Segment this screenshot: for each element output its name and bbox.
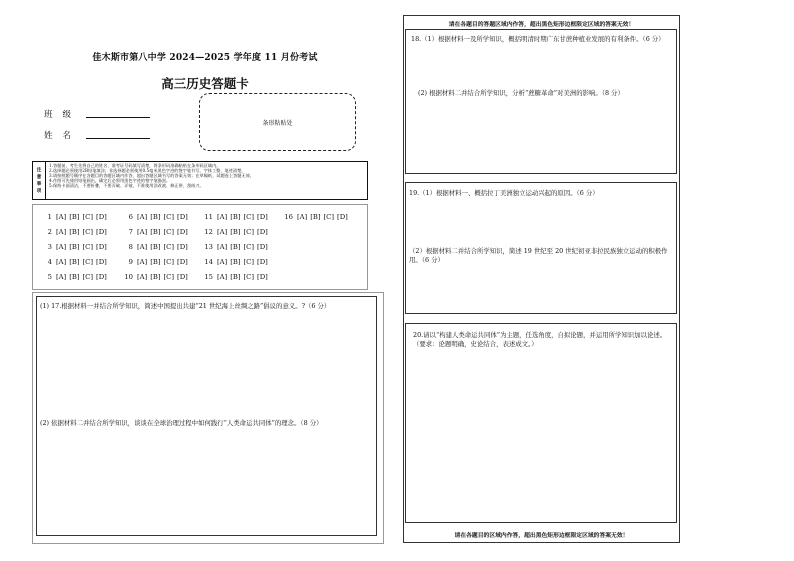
notes-body	[46, 162, 367, 199]
choice-bubble-d[interactable]: [D]	[177, 273, 188, 281]
question-19-part-2: （2）根据材料二并结合所学知识，简述 19 世纪至 20 世纪初亚非拉民族独立运动的积极作用。（6 分）	[409, 247, 668, 264]
choice-bubble-a[interactable]: [A]	[297, 213, 308, 221]
choice-row-1	[42, 213, 110, 221]
choice-bubble-d[interactable]: [D]	[96, 273, 107, 281]
class-label: 班级	[44, 110, 82, 120]
choice-bubble-b[interactable]: [B]	[230, 258, 241, 266]
choice-bubble-a[interactable]: [A]	[137, 213, 148, 221]
note-line: 5.保持卡面清洁，不要折叠，不要弄破、弄皱，不准使用涂改液、修正带、刮纸刀。	[49, 183, 204, 189]
question-number: 14	[204, 258, 213, 266]
choice-bubble-b[interactable]: [B]	[69, 213, 80, 221]
choice-bubble-d[interactable]: [D]	[337, 213, 348, 221]
choice-bubble-a[interactable]: [A]	[217, 273, 228, 281]
notes-heading-text: 注意事项	[36, 167, 42, 194]
choice-row-2	[42, 228, 110, 236]
question-20-prompt: 20.请以“构建人类命运共同体”为主题，任选角度，自拟论题，并运用所学知识加以论述。（要求：论题明确，史论结合，表述成文。）	[413, 331, 667, 348]
choice-bubble-a[interactable]: [A]	[217, 258, 228, 266]
barcode-area	[199, 93, 356, 151]
choice-bubble-c[interactable]: [C]	[323, 213, 335, 221]
choice-bubble-c[interactable]: [C]	[163, 228, 175, 236]
choice-bubble-b[interactable]: [B]	[310, 213, 321, 221]
question-number: 7	[128, 228, 133, 236]
choice-bubble-d[interactable]: [D]	[177, 213, 188, 221]
choice-bubble-b[interactable]: [B]	[69, 243, 80, 251]
question-18-part-2: (2) 根据材料二并结合所学知识，分析“蔗糖革命”对美洲的影响。（8 分）	[418, 89, 624, 97]
question-number: 15	[204, 273, 213, 281]
choice-bubble-b[interactable]: [B]	[150, 213, 161, 221]
choice-bubble-a[interactable]: [A]	[56, 258, 67, 266]
choice-bubble-d[interactable]: [D]	[96, 228, 107, 236]
choice-bubble-c[interactable]: [C]	[243, 273, 255, 281]
choice-bubble-a[interactable]: [A]	[217, 213, 228, 221]
choice-bubble-b[interactable]: [B]	[230, 213, 241, 221]
choice-bubble-b[interactable]: [B]	[69, 258, 80, 266]
choice-row-16	[283, 213, 351, 221]
choice-bubble-b[interactable]: [B]	[150, 243, 161, 251]
question-number: 2	[47, 228, 52, 236]
choice-bubble-d[interactable]: [D]	[177, 258, 188, 266]
choice-bubble-d[interactable]: [D]	[177, 228, 188, 236]
choice-bubble-c[interactable]: [C]	[163, 273, 175, 281]
question-number: 13	[204, 243, 213, 251]
choice-bubble-c[interactable]: [C]	[243, 228, 255, 236]
choice-bubble-c[interactable]: [C]	[82, 213, 94, 221]
choice-bubble-d[interactable]: [D]	[96, 213, 107, 221]
choice-bubble-d[interactable]: [D]	[177, 243, 188, 251]
choice-bubble-c[interactable]: [C]	[82, 258, 94, 266]
question-17-answer-area[interactable]	[36, 296, 377, 536]
question-number: 6	[128, 213, 133, 221]
choice-bubble-a[interactable]: [A]	[56, 273, 67, 281]
choice-row-8	[123, 243, 191, 251]
barcode-label: 条形粘贴处	[262, 119, 293, 127]
choice-bubble-b[interactable]: [B]	[69, 228, 80, 236]
bottom-warning-banner: 请在各题目的区域内作答，超出黑色矩形边框限定区域的答案无效！	[454, 533, 629, 539]
question-number: 10	[124, 273, 133, 281]
question-number: 12	[204, 228, 213, 236]
choice-row-4	[42, 258, 110, 266]
notes-heading	[33, 162, 46, 199]
choice-bubble-d[interactable]: [D]	[257, 213, 268, 221]
note-line: 3.请按照题号顺序在各题目的答题区域内作答，超出答题区域书写的答案无效；在草稿纸、试题卷上答题无效。	[49, 173, 254, 179]
choice-bubble-d[interactable]: [D]	[96, 258, 107, 266]
choice-row-10	[123, 273, 191, 281]
choice-bubble-b[interactable]: [B]	[230, 243, 241, 251]
choice-row-7	[123, 228, 191, 236]
question-number: 4	[47, 258, 52, 266]
choice-bubble-c[interactable]: [C]	[82, 228, 94, 236]
choice-bubble-d[interactable]: [D]	[257, 228, 268, 236]
question-number: 3	[47, 243, 52, 251]
choice-bubble-c[interactable]: [C]	[82, 243, 94, 251]
question-number: 11	[204, 213, 213, 221]
answer-sheet-title: 高三历史答题卡	[161, 76, 249, 91]
choice-row-13	[203, 243, 271, 251]
choice-row-6	[123, 213, 191, 221]
choice-bubble-a[interactable]: [A]	[217, 228, 228, 236]
question-number: 5	[47, 273, 52, 281]
choice-bubble-a[interactable]: [A]	[137, 243, 148, 251]
question-number: 1	[47, 213, 52, 221]
choice-bubble-d[interactable]: [D]	[96, 243, 107, 251]
question-19-part-1: 19.（1）根据材料一、概括拉丁美洲独立运动兴起的原因。（6 分）	[409, 189, 599, 197]
choice-bubble-d[interactable]: [D]	[257, 243, 268, 251]
choice-bubble-c[interactable]: [C]	[243, 258, 255, 266]
choice-bubble-b[interactable]: [B]	[230, 273, 241, 281]
choice-bubble-d[interactable]: [D]	[257, 258, 268, 266]
choice-bubble-a[interactable]: [A]	[56, 243, 67, 251]
choice-bubble-c[interactable]: [C]	[163, 243, 175, 251]
choice-bubble-a[interactable]: [A]	[137, 258, 148, 266]
choice-bubble-a[interactable]: [A]	[56, 228, 67, 236]
choice-row-9	[123, 258, 191, 266]
choice-bubble-a[interactable]: [A]	[56, 213, 67, 221]
notes-box	[32, 161, 368, 200]
name-label: 姓名	[44, 131, 82, 141]
choice-bubble-b[interactable]: [B]	[150, 273, 161, 281]
choice-bubble-b[interactable]: [B]	[150, 258, 161, 266]
choice-bubble-c[interactable]: [C]	[243, 243, 255, 251]
choice-row-3	[42, 243, 110, 251]
question-number: 8	[128, 243, 133, 251]
choice-bubble-c[interactable]: [C]	[82, 273, 94, 281]
question-18-part-1: 18.（1）根据材料一及所学知识，概括明清时期广东甘蔗种植业发展的有利条件。（6 分）	[411, 35, 665, 43]
note-line: 1.答题前，考生先将自己的姓名、准考证号码填写清楚，将条形码准确粘贴在条形码区域内。	[49, 163, 221, 168]
question-17-part-1: (1) 17.根据材料一并结合所学知识，简述中国提出共建“21 世纪海上丝绸之路”倡议的意义。?（6 分）	[40, 302, 331, 310]
choice-bubble-c[interactable]: [C]	[243, 213, 255, 221]
choice-bubble-b[interactable]: [B]	[150, 228, 161, 236]
note-line: 4.作图可先使用铅笔画出，确定后必须用黑色字迹的签字笔描黑。	[49, 178, 171, 184]
name-field[interactable]	[86, 129, 150, 139]
choice-bubble-a[interactable]: [A]	[137, 228, 148, 236]
question-18-answer-area[interactable]	[405, 29, 677, 174]
question-number: 9	[128, 258, 133, 266]
choice-bubble-d[interactable]: [D]	[257, 273, 268, 281]
choice-row-5	[42, 273, 110, 281]
choice-bubble-c[interactable]: [C]	[163, 213, 175, 221]
question-number: 16	[284, 213, 293, 221]
choice-bubble-a[interactable]: [A]	[217, 243, 228, 251]
choice-row-11	[203, 213, 271, 221]
choice-bubble-a[interactable]: [A]	[137, 273, 148, 281]
question-17-part-2: (2) 依据材料二并结合所学知识，谈谈在全球治理过程中如何践行“人类命运共同体”的理念。（8 分）	[40, 419, 323, 427]
choice-bubble-c[interactable]: [C]	[163, 258, 175, 266]
top-warning-banner: 请在各题目的答题区域内作答，超出黑色矩形边框限定区域的答案无效！	[448, 22, 635, 28]
note-line: 2.选择题必须使用2B铅笔填涂；非选择题必须使用0.5毫米黑色字迹的签字笔书写，字体工整，笔迹清楚。	[49, 168, 246, 174]
class-field[interactable]	[86, 108, 150, 118]
question-20-answer-area[interactable]	[405, 323, 677, 523]
exam-title: 佳木斯市第八中学 2024—2025 学年度 11 月份考试	[92, 53, 318, 63]
choice-row-12	[203, 228, 271, 236]
choice-row-14	[203, 258, 271, 266]
choice-bubble-b[interactable]: [B]	[69, 273, 80, 281]
choice-bubble-b[interactable]: [B]	[230, 228, 241, 236]
choice-row-15	[203, 273, 271, 281]
